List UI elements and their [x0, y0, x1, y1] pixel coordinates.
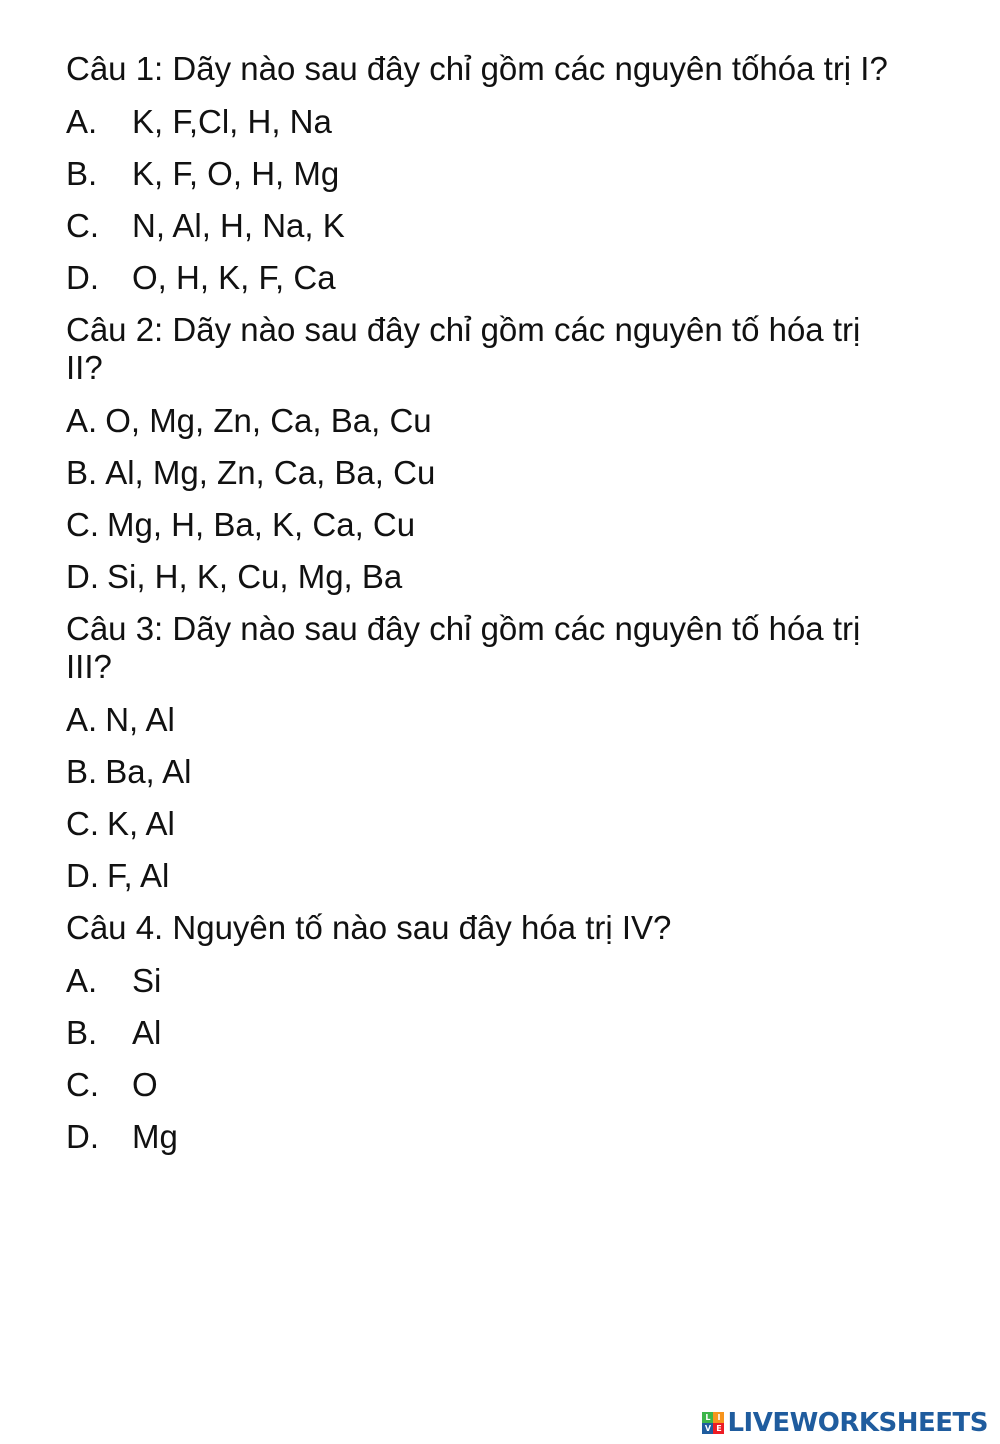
option-letter: D.	[66, 259, 99, 296]
liveworksheets-logo-icon	[702, 1412, 724, 1434]
option-letter: D.	[66, 1118, 99, 1155]
logo-tile-l: L	[702, 1412, 713, 1423]
option-text: K, Al	[107, 805, 175, 842]
option-letter: A.	[66, 962, 98, 999]
question-2-options	[66, 401, 906, 597]
logo-tile-i: I	[713, 1412, 724, 1423]
option-text: Al, Mg, Zn, Ca, Ba, Cu	[105, 454, 436, 491]
option-text: O, H, K, F, Ca	[132, 259, 336, 296]
option-3-c[interactable]	[66, 804, 906, 844]
option-1-a[interactable]	[66, 102, 906, 142]
option-2-a[interactable]	[66, 401, 906, 441]
option-text: K, F,Cl, H, Na	[132, 103, 332, 140]
option-4-d[interactable]	[66, 1117, 906, 1157]
question-2-text: Câu 2: Dãy nào sau đây chỉ gồm các nguyên tố hóa trị II?	[66, 311, 861, 386]
option-1-b[interactable]	[66, 154, 906, 194]
option-2-d[interactable]	[66, 557, 906, 597]
liveworksheets-watermark	[702, 1408, 988, 1438]
question-1-options	[66, 102, 906, 298]
option-letter: B.	[66, 454, 98, 491]
worksheet	[66, 50, 906, 1170]
option-letter: C.	[66, 207, 99, 244]
question-4	[66, 909, 906, 1157]
option-letter: B.	[66, 155, 98, 192]
option-text: Si, H, K, Cu, Mg, Ba	[107, 558, 403, 595]
option-4-a[interactable]	[66, 961, 906, 1001]
option-1-d[interactable]	[66, 258, 906, 298]
logo-tile-e: E	[713, 1423, 724, 1434]
option-text: Al	[132, 1014, 162, 1051]
question-3-text: Câu 3: Dãy nào sau đây chỉ gồm các nguyên tố hóa trị III?	[66, 610, 861, 685]
question-2	[66, 311, 906, 597]
option-4-b[interactable]	[66, 1013, 906, 1053]
question-4-text: Câu 4. Nguyên tố nào sau đây hóa trị IV?	[66, 909, 672, 946]
question-3	[66, 610, 906, 896]
option-text: F, Al	[107, 857, 170, 894]
option-letter: C.	[66, 506, 99, 543]
option-1-c[interactable]	[66, 206, 906, 246]
option-text: N, Al	[105, 701, 175, 738]
option-3-d[interactable]	[66, 856, 906, 896]
option-2-b[interactable]	[66, 453, 906, 493]
option-text: N, Al, H, Na, K	[132, 207, 345, 244]
option-letter: A.	[66, 103, 98, 140]
option-3-a[interactable]	[66, 700, 906, 740]
option-text: O, Mg, Zn, Ca, Ba, Cu	[105, 402, 432, 439]
option-letter: B.	[66, 1014, 98, 1051]
option-text: Ba, Al	[105, 753, 192, 790]
option-text: K, F, O, H, Mg	[132, 155, 340, 192]
option-4-c[interactable]	[66, 1065, 906, 1105]
question-4-options	[66, 961, 906, 1157]
option-text: Mg, H, Ba, K, Ca, Cu	[107, 506, 416, 543]
option-letter: C.	[66, 805, 99, 842]
option-text: Si	[132, 962, 162, 999]
logo-tile-v: V	[702, 1423, 713, 1434]
liveworksheets-brand-text: LIVEWORKSHEETS	[727, 1408, 988, 1438]
question-3-options	[66, 700, 906, 896]
option-2-c[interactable]	[66, 505, 906, 545]
option-letter: D.	[66, 558, 99, 595]
option-text: Mg	[132, 1118, 178, 1155]
question-1-text: Câu 1: Dãy nào sau đây chỉ gồm các nguyên tốhóa trị I?	[66, 50, 888, 87]
option-letter: A.	[66, 701, 98, 738]
option-letter: A.	[66, 402, 98, 439]
option-letter: D.	[66, 857, 99, 894]
option-3-b[interactable]	[66, 752, 906, 792]
option-letter: C.	[66, 1066, 99, 1103]
question-1	[66, 50, 906, 298]
option-text: O	[132, 1066, 158, 1103]
option-letter: B.	[66, 753, 98, 790]
